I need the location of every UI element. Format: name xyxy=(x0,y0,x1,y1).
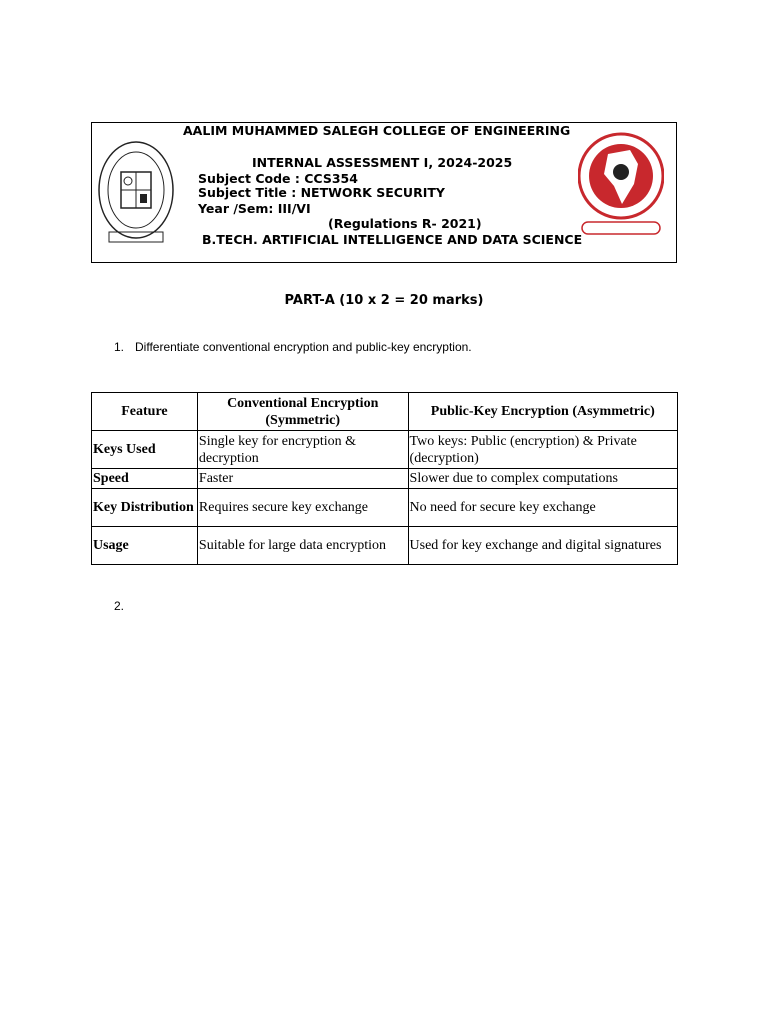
table-cell: Used for key exchange and digital signatures xyxy=(408,527,677,565)
assessment-title: INTERNAL ASSESSMENT I, 2024-2025 xyxy=(252,155,513,170)
table-header-cell: Feature xyxy=(92,393,198,431)
table-cell: Single key for encryption & decryption xyxy=(197,431,408,469)
table-row xyxy=(92,431,678,469)
regulations: (Regulations R- 2021) xyxy=(328,216,482,231)
table-cell: Requires secure key exchange xyxy=(197,489,408,527)
question-text: Differentiate conventional encryption and public-key encryption. xyxy=(135,340,472,354)
table-cell: Suitable for large data encryption xyxy=(197,527,408,565)
table-cell: Faster xyxy=(197,469,408,489)
naac-logo xyxy=(578,124,664,242)
table-cell: Slower due to complex computations xyxy=(408,469,677,489)
college-name: AALIM MUHAMMED SALEGH COLLEGE OF ENGINEERING xyxy=(183,123,571,138)
table-header-cell: Public-Key Encryption (Asymmetric) xyxy=(408,393,677,431)
subject-title: Subject Title : NETWORK SECURITY xyxy=(198,185,445,200)
table-header-cell: Conventional Encryption (Symmetric) xyxy=(197,393,408,431)
programme-name: B.TECH. ARTIFICIAL INTELLIGENCE AND DATA SCIENCE xyxy=(202,232,583,247)
table-row xyxy=(92,527,678,565)
table-row xyxy=(92,469,678,489)
year-sem: Year /Sem: III/VI xyxy=(198,201,311,216)
subject-code: Subject Code : CCS354 xyxy=(198,171,358,186)
table-cell: Usage xyxy=(92,527,198,565)
question-number: 1. xyxy=(114,340,125,354)
table-cell: Key Distribution xyxy=(92,489,198,527)
part-a-title: PART-A (10 x 2 = 20 marks) xyxy=(284,293,484,308)
comparison-table xyxy=(91,392,678,565)
table-row xyxy=(92,489,678,527)
table-cell: Speed xyxy=(92,469,198,489)
college-logo xyxy=(95,134,177,254)
table-header-row xyxy=(92,393,678,431)
table-cell: Keys Used xyxy=(92,431,198,469)
table-cell: Two keys: Public (encryption) & Private (decryption) xyxy=(408,431,677,469)
question-number: 2. xyxy=(114,599,125,613)
table-cell: No need for secure key exchange xyxy=(408,489,677,527)
